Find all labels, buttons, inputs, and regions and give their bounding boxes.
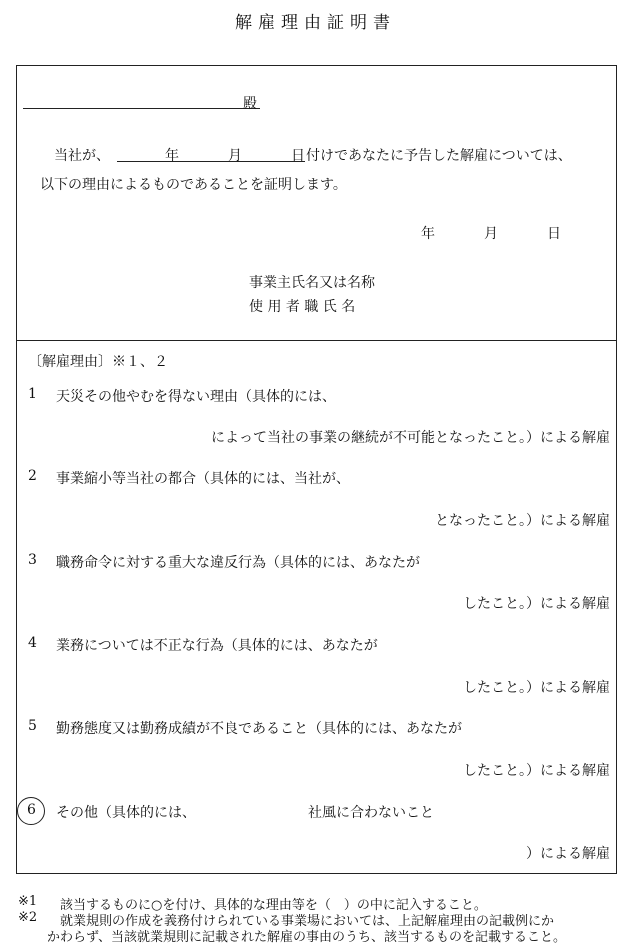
addressee-field[interactable] xyxy=(23,108,260,109)
reason-number: 5 xyxy=(28,718,37,734)
notice-date-month: 月 xyxy=(228,148,242,164)
reason-continuation: したこと。）による解雇 xyxy=(463,680,610,696)
reason-text: 勤務態度又は勤務成績が不良であること（具体的には、あなたが xyxy=(56,721,462,737)
reasons-heading: 〔解雇理由〕※１、２ xyxy=(28,354,168,370)
note-text: かわらず、当該就業規則に記載された解雇の事由のうち、該当するものを記載すること。 xyxy=(47,930,566,945)
statement-prefix: 当社が、 xyxy=(54,148,110,164)
notice-date-field[interactable] xyxy=(117,161,305,162)
document-title: 解雇理由証明書 xyxy=(235,13,396,33)
reason-number: 6 xyxy=(27,802,36,818)
reason-continuation: によって当社の事業の継続が不可能となったこと。）による解雇 xyxy=(211,430,610,446)
reason-continuation: したこと。）による解雇 xyxy=(463,596,610,612)
issue-date-day: 日 xyxy=(547,226,561,242)
issue-date-month: 月 xyxy=(484,226,498,242)
reason-filled-detail[interactable]: 社風に合わないこと xyxy=(308,805,434,821)
statement-suffix: 付けであなたに予告した解雇については、 xyxy=(306,148,572,164)
statement-line2: 以下の理由によるものであることを証明します。 xyxy=(40,177,347,193)
notice-date-day: 日 xyxy=(291,148,305,164)
employer-title-label: 使 用 者 職 氏 名 xyxy=(249,299,356,315)
issue-date-year: 年 xyxy=(421,226,435,242)
note-text: 該当するものに○を付け、具体的な理由等を（ ）の中に記入すること。 xyxy=(60,898,487,913)
addressee-suffix: 殿 xyxy=(243,96,257,112)
reason-number: 2 xyxy=(28,468,37,484)
reason-text: 業務については不正な行為（具体的には、あなたが xyxy=(56,638,378,654)
note-mark: ※2 xyxy=(18,910,38,925)
note-text: 就業規則の作成を義務付けられている事業場においては、上記解雇理由の記載例にか xyxy=(60,914,555,929)
reason-number: 4 xyxy=(28,635,37,651)
notice-date-year: 年 xyxy=(165,148,179,164)
reason-continuation: したこと。）による解雇 xyxy=(463,763,610,779)
reason-continuation: となったこと。）による解雇 xyxy=(435,513,610,529)
reason-text: 天災その他やむを得ない理由（具体的には、 xyxy=(56,389,336,405)
reason-number: 1 xyxy=(28,386,37,402)
reason-text: その他（具体的には、 xyxy=(56,805,196,821)
reason-number: 3 xyxy=(28,552,37,568)
note-mark: ※1 xyxy=(18,894,38,909)
reason-text: 事業縮小等当社の都合（具体的には、当社が、 xyxy=(56,471,350,487)
reason-text: 職務命令に対する重大な違反行為（具体的には、あなたが xyxy=(56,555,420,571)
reason-continuation: ）による解雇 xyxy=(526,846,610,862)
employer-name-label: 事業主氏名又は名称 xyxy=(249,275,375,291)
